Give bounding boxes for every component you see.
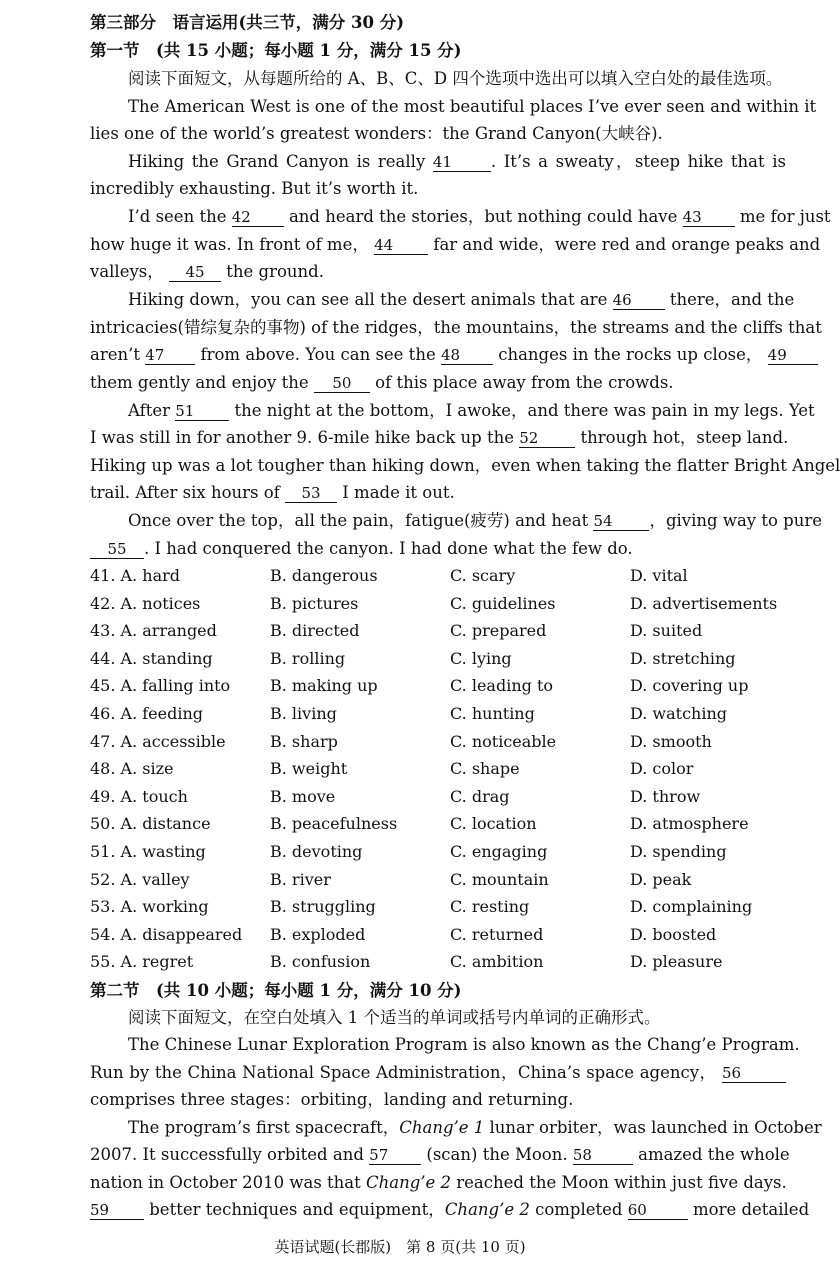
- passage-text: Chang’e 1: [399, 1118, 485, 1137]
- blank-43: 43: [683, 209, 735, 227]
- passage-line: [90, 538, 786, 560]
- option-b[interactable]: B. move: [270, 786, 336, 806]
- passage-line: [128, 510, 823, 532]
- blank-46: 46: [613, 292, 665, 310]
- passage-text: the ground.: [226, 262, 324, 281]
- blank-52: 52: [519, 430, 575, 448]
- blank-44: 44: [374, 237, 428, 255]
- passage-text: Run by the China National Space Administration，China’s space agency，: [90, 1063, 717, 1082]
- option-d[interactable]: D. boosted: [630, 924, 717, 944]
- option-row: [90, 924, 790, 946]
- option-b[interactable]: B. making up: [270, 676, 378, 696]
- blank-54: 54: [593, 513, 649, 531]
- option-b[interactable]: B. dangerous: [270, 566, 378, 585]
- passage-text: amazed the whole: [638, 1145, 790, 1164]
- option-a[interactable]: 46. A. feeding: [90, 704, 204, 723]
- passage-text: more detailed: [692, 1200, 810, 1219]
- blank-51: 51: [175, 403, 229, 421]
- section1-heading: 第一节 (共 15 小题；每小题 1 分，满分 15 分): [90, 41, 462, 60]
- blank-59: 59: [90, 1202, 144, 1220]
- option-b[interactable]: B. struggling: [270, 897, 376, 917]
- blank-56: 56: [722, 1065, 786, 1083]
- blank-57: 57: [369, 1147, 421, 1165]
- option-a[interactable]: 49. A. touch: [90, 786, 188, 806]
- option-row: [90, 703, 790, 725]
- option-d[interactable]: D. stretching: [630, 648, 736, 668]
- part3-heading: 第三部分 语言运用(共三节，满分 30 分): [90, 13, 405, 32]
- blank-49: 49: [768, 347, 818, 365]
- option-d[interactable]: D. watching: [630, 704, 728, 723]
- passage-text: Hiking the Grand Canyon is really: [128, 152, 426, 171]
- option-d[interactable]: D. covering up: [630, 676, 749, 696]
- passage-text: ，giving way to pure: [649, 511, 823, 530]
- option-c[interactable]: C. hunting: [450, 704, 535, 723]
- option-b[interactable]: B. pictures: [270, 593, 359, 613]
- option-d[interactable]: D. pleasure: [630, 952, 723, 972]
- option-row: [90, 758, 790, 780]
- option-c[interactable]: C. shape: [450, 759, 520, 779]
- option-c[interactable]: C. prepared: [450, 621, 547, 641]
- option-d[interactable]: D. throw: [630, 786, 701, 806]
- option-b[interactable]: B. sharp: [270, 731, 338, 751]
- option-c[interactable]: C. location: [450, 814, 537, 834]
- passage-line: [128, 289, 795, 311]
- option-a[interactable]: 48. A. size: [90, 759, 174, 779]
- option-row: [90, 896, 790, 918]
- passage-line: [90, 1199, 810, 1221]
- passage-line: [128, 151, 786, 173]
- passage-line: [128, 206, 831, 228]
- option-row: [90, 951, 790, 973]
- passage-line: The American West is one of the most beautiful places I’ve ever seen and within it: [128, 97, 817, 116]
- option-b[interactable]: B. devoting: [270, 842, 363, 861]
- option-a[interactable]: 51. A. wasting: [90, 842, 206, 861]
- option-c[interactable]: C. resting: [450, 897, 530, 917]
- option-row: [90, 731, 790, 753]
- passage-line: [90, 261, 786, 283]
- option-d[interactable]: D. suited: [630, 621, 703, 641]
- blank-42: 42: [232, 209, 284, 227]
- option-a[interactable]: 44. A. standing: [90, 648, 213, 668]
- passage-line: [90, 344, 786, 366]
- passage-line: [90, 482, 786, 504]
- passage-line: [128, 1117, 822, 1139]
- blank-48: 48: [441, 347, 493, 365]
- option-c[interactable]: C. ambition: [450, 952, 544, 972]
- passage-text: trail. After six hours of: [90, 483, 280, 502]
- passage-line: intricacies(错综复杂的事物) of the ridges，the mountains，the streams and the cliffs that: [90, 318, 822, 337]
- blank-47: 47: [145, 347, 195, 365]
- blank-58: 58: [573, 1147, 633, 1165]
- option-a[interactable]: 53. A. working: [90, 897, 209, 917]
- option-c[interactable]: C. mountain: [450, 869, 549, 889]
- option-a[interactable]: 47. A. accessible: [90, 731, 226, 751]
- option-d[interactable]: D. color: [630, 759, 694, 779]
- passage-text: completed: [529, 1200, 623, 1219]
- passage-line: lies one of the world’s greatest wonders：the Grand Canyon(大峡谷).: [90, 124, 663, 143]
- passage-text: valleys，: [90, 262, 164, 281]
- option-row: [90, 620, 790, 642]
- option-b[interactable]: B. river: [270, 869, 331, 889]
- option-b[interactable]: B. peacefulness: [270, 814, 398, 834]
- passage-line: [90, 234, 821, 256]
- passage-text: the night at the bottom，I awoke，and there was pain in my legs. Yet: [234, 401, 815, 420]
- section2-heading: 第二节 (共 10 小题；每小题 1 分，满分 10 分): [90, 981, 462, 1000]
- option-d[interactable]: D. spending: [630, 842, 727, 861]
- passage-text: . It’s a sweaty，steep hike that is: [490, 152, 786, 171]
- passage-line: comprises three stages：orbiting，landing and returning.: [90, 1090, 574, 1109]
- passage-line: incredibly exhausting. But it’s worth it.: [90, 179, 419, 198]
- option-a[interactable]: 50. A. distance: [90, 814, 211, 834]
- passage-text: Once over the top，all the pain，fatigue(疲劳) and heat: [128, 511, 589, 530]
- passage-text: through hot，steep land.: [580, 428, 789, 447]
- option-c[interactable]: C. guidelines: [450, 593, 556, 613]
- passage-text: nation in October 2010 was that: [90, 1173, 366, 1192]
- option-a[interactable]: 43. A. arranged: [90, 621, 217, 641]
- option-c[interactable]: C. noticeable: [450, 731, 557, 751]
- option-a[interactable]: 54. A. disappeared: [90, 924, 243, 944]
- passage-line: [90, 1062, 786, 1084]
- option-row: [90, 675, 790, 697]
- passage-line: The Chinese Lunar Exploration Program is also known as the Chang’e Program.: [128, 1035, 800, 1054]
- passage-text: After: [128, 401, 171, 420]
- option-d[interactable]: D. peak: [630, 869, 692, 889]
- passage-text: Hiking down，you can see all the desert animals that are: [128, 290, 608, 309]
- option-d[interactable]: D. advertisements: [630, 593, 778, 613]
- passage-text: far and wide，were red and orange peaks and: [433, 235, 821, 254]
- option-row: [90, 565, 790, 587]
- passage-text: changes in the rocks up close，: [498, 345, 763, 364]
- option-c[interactable]: C. returned: [450, 924, 544, 944]
- option-row: [90, 648, 790, 670]
- passage-line: [128, 400, 815, 422]
- option-row: [90, 593, 790, 615]
- blank-60: 60: [628, 1202, 688, 1220]
- option-a[interactable]: 45. A. falling into: [90, 676, 231, 696]
- passage-line: Hiking up was a lot tougher than hiking down，even when taking the flatter Bright Angel: [90, 456, 840, 475]
- option-row: [90, 813, 790, 835]
- option-d[interactable]: D. vital: [630, 566, 688, 585]
- option-b[interactable]: B. confusion: [270, 952, 371, 972]
- blank-45: 45: [169, 264, 221, 282]
- passage-line: [90, 1144, 790, 1166]
- passage-text: and heard the stories，but nothing could have: [288, 207, 678, 226]
- option-a[interactable]: 41. A. hard: [90, 566, 180, 585]
- passage-text: of this place away from the crowds.: [375, 373, 674, 392]
- passage-line: [90, 372, 786, 394]
- option-d[interactable]: D. smooth: [630, 731, 712, 751]
- option-a[interactable]: 52. A. valley: [90, 869, 190, 889]
- option-c[interactable]: C. lying: [450, 648, 512, 668]
- blank-50: 50: [314, 375, 370, 393]
- option-row: [90, 786, 790, 808]
- passage-text: (scan) the Moon.: [426, 1145, 568, 1164]
- option-a[interactable]: 42. A. notices: [90, 593, 201, 613]
- passage-text: me for just: [739, 207, 831, 226]
- page-footer: 英语试题(长郡版) 第 8 页(共 10 页): [274, 1238, 526, 1256]
- passage-text: The program’s first spacecraft，: [128, 1118, 400, 1137]
- section1-instruction: 阅读下面短文，从每题所给的 A、B、C、D 四个选项中选出可以填入空白处的最佳选项。: [128, 69, 783, 88]
- passage-text: there，and the: [669, 290, 795, 309]
- passage-text: lunar orbiter，was launched in October: [484, 1118, 822, 1137]
- option-b[interactable]: B. exploded: [270, 924, 366, 944]
- passage-text: 2007. It successfully orbited and: [90, 1145, 364, 1164]
- option-b[interactable]: B. rolling: [270, 648, 346, 668]
- option-a[interactable]: 55. A. regret: [90, 952, 194, 972]
- passage-text: I made it out.: [342, 483, 455, 502]
- option-b[interactable]: B. living: [270, 704, 337, 723]
- option-row: [90, 869, 790, 891]
- option-d[interactable]: D. complaining: [630, 897, 753, 917]
- passage-text: I was still in for another 9. 6-mile hike back up the: [90, 428, 515, 447]
- option-c[interactable]: C. scary: [450, 566, 516, 585]
- blank-55: 55: [90, 541, 144, 559]
- passage-line: [90, 427, 789, 449]
- blank-53: 53: [285, 485, 337, 503]
- passage-text: reached the Moon within just five days.: [451, 1173, 787, 1192]
- option-row: [90, 841, 790, 863]
- passage-text: from above. You can see the: [200, 345, 436, 364]
- option-b[interactable]: B. weight: [270, 759, 348, 779]
- passage-text: Chang’e 2: [444, 1200, 530, 1219]
- passage-text: Chang’e 2: [366, 1173, 452, 1192]
- passage-text: better techniques and equipment，: [149, 1200, 445, 1219]
- section2-instruction: 阅读下面短文，在空白处填入 1 个适当的单词或括号内单词的正确形式。: [128, 1008, 661, 1027]
- option-c[interactable]: C. engaging: [450, 842, 548, 861]
- option-b[interactable]: B. directed: [270, 621, 360, 641]
- option-d[interactable]: D. atmosphere: [630, 814, 749, 834]
- passage-text: how huge it was. In front of me，: [90, 235, 369, 254]
- passage-line: [90, 1172, 786, 1194]
- option-c[interactable]: C. leading to: [450, 676, 554, 696]
- passage-text: aren’t: [90, 345, 140, 364]
- passage-text: . I had conquered the canyon. I had done what the few do.: [144, 539, 633, 558]
- passage-text: I’d seen the: [128, 207, 227, 226]
- passage-text: them gently and enjoy the: [90, 373, 309, 392]
- option-c[interactable]: C. drag: [450, 786, 510, 806]
- blank-41: 41: [433, 154, 491, 172]
